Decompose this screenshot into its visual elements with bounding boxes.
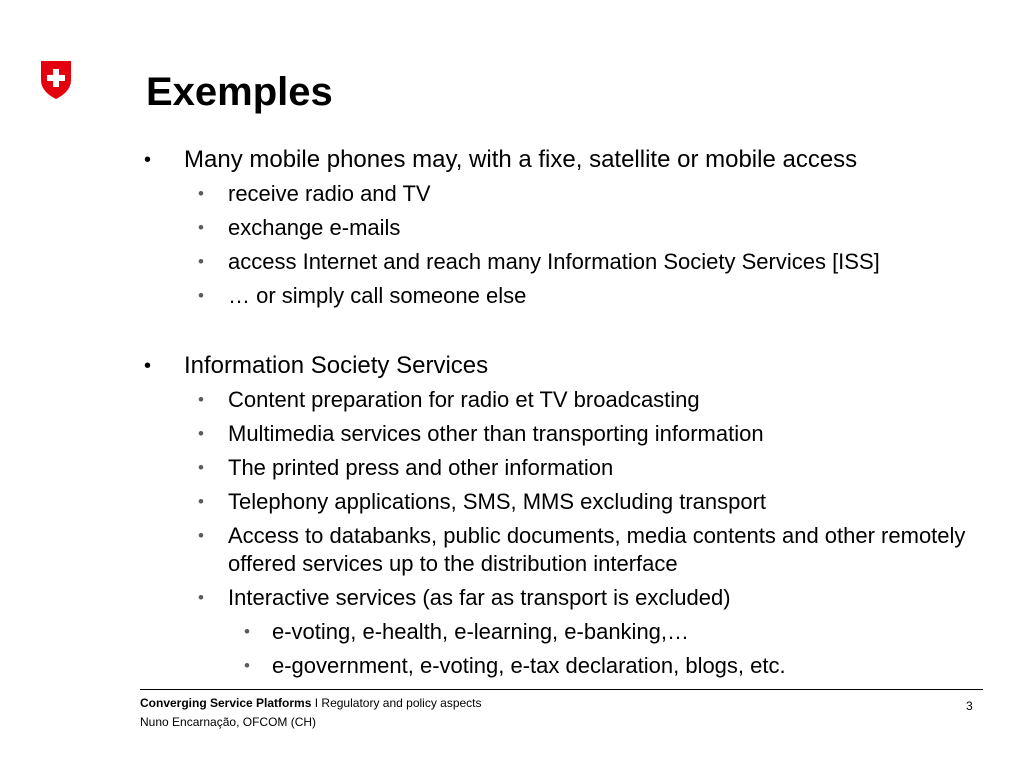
bullet-icon: •	[198, 492, 204, 511]
bullet-icon: •	[198, 526, 204, 545]
bullet-level2	[144, 383, 1004, 417]
bullet-icon: •	[244, 656, 250, 675]
bullet-text: e-government, e-voting, e-tax declaration, blogs, etc.	[272, 653, 786, 678]
bullet-text: Access to databanks, public documents, media contents and other remotely offered services up to the distribution interface	[228, 523, 966, 576]
bullet-level2	[144, 519, 1004, 581]
bullet-icon: •	[198, 184, 204, 203]
bullet-text: access Internet and reach many Information Society Services [ISS]	[228, 249, 880, 274]
bullet-level3	[144, 649, 1004, 683]
bullet-text: Interactive services (as far as transport is excluded)	[228, 585, 731, 610]
footer-author: Nuno Encarnação, OFCOM (CH)	[140, 715, 317, 729]
bullet-level1	[144, 349, 1004, 383]
bullet-level2	[144, 581, 1004, 615]
bullet-icon: •	[198, 424, 204, 443]
swiss-cross-shield-icon	[40, 60, 72, 100]
footer-title-line	[140, 695, 482, 711]
bullet-text: … or simply call someone else	[228, 283, 527, 308]
bullet-level2	[144, 417, 1004, 451]
bullet-icon: •	[198, 390, 204, 409]
bullet-level2	[144, 485, 1004, 519]
slide-content	[144, 143, 1004, 683]
bullet-icon: •	[244, 622, 250, 641]
bullet-level2	[144, 211, 1004, 245]
bullet-text: Content preparation for radio et TV broadcasting	[228, 387, 700, 412]
section-gap	[144, 313, 1004, 349]
bullet-icon: •	[198, 286, 204, 305]
bullet-icon: •	[198, 588, 204, 607]
bullet-icon: •	[198, 458, 204, 477]
footer-title: Converging Service Platforms	[140, 696, 312, 710]
bullet-text: The printed press and other information	[228, 455, 614, 480]
bullet-icon: •	[198, 252, 204, 271]
bullet-level2	[144, 245, 1004, 279]
bullet-text: e-voting, e-health, e-learning, e-banking,…	[272, 619, 690, 644]
bullet-level2	[144, 279, 1004, 313]
footer-divider	[140, 689, 983, 690]
bullet-level2	[144, 451, 1004, 485]
bullet-text: Multimedia services other than transporting information	[228, 421, 764, 446]
bullet-text: receive radio and TV	[228, 181, 431, 206]
bullet-icon: •	[198, 218, 204, 237]
bullet-text: exchange e-mails	[228, 215, 401, 240]
bullet-level2	[144, 177, 1004, 211]
footer-subtitle: Regulatory and policy aspects	[321, 696, 482, 710]
bullet-level1	[144, 143, 1004, 177]
bullet-icon: •	[144, 149, 152, 171]
bullet-text: Many mobile phones may, with a fixe, satellite or mobile access	[184, 146, 858, 173]
page-title: Exemples	[146, 70, 333, 114]
bullet-text: Information Society Services	[184, 352, 489, 379]
bullet-text: Telephony applications, SMS, MMS excluding transport	[228, 489, 767, 514]
footer-separator: I	[314, 696, 319, 710]
bullet-level3	[144, 615, 1004, 649]
bullet-icon: •	[144, 355, 152, 377]
page-number: 3	[966, 699, 973, 713]
